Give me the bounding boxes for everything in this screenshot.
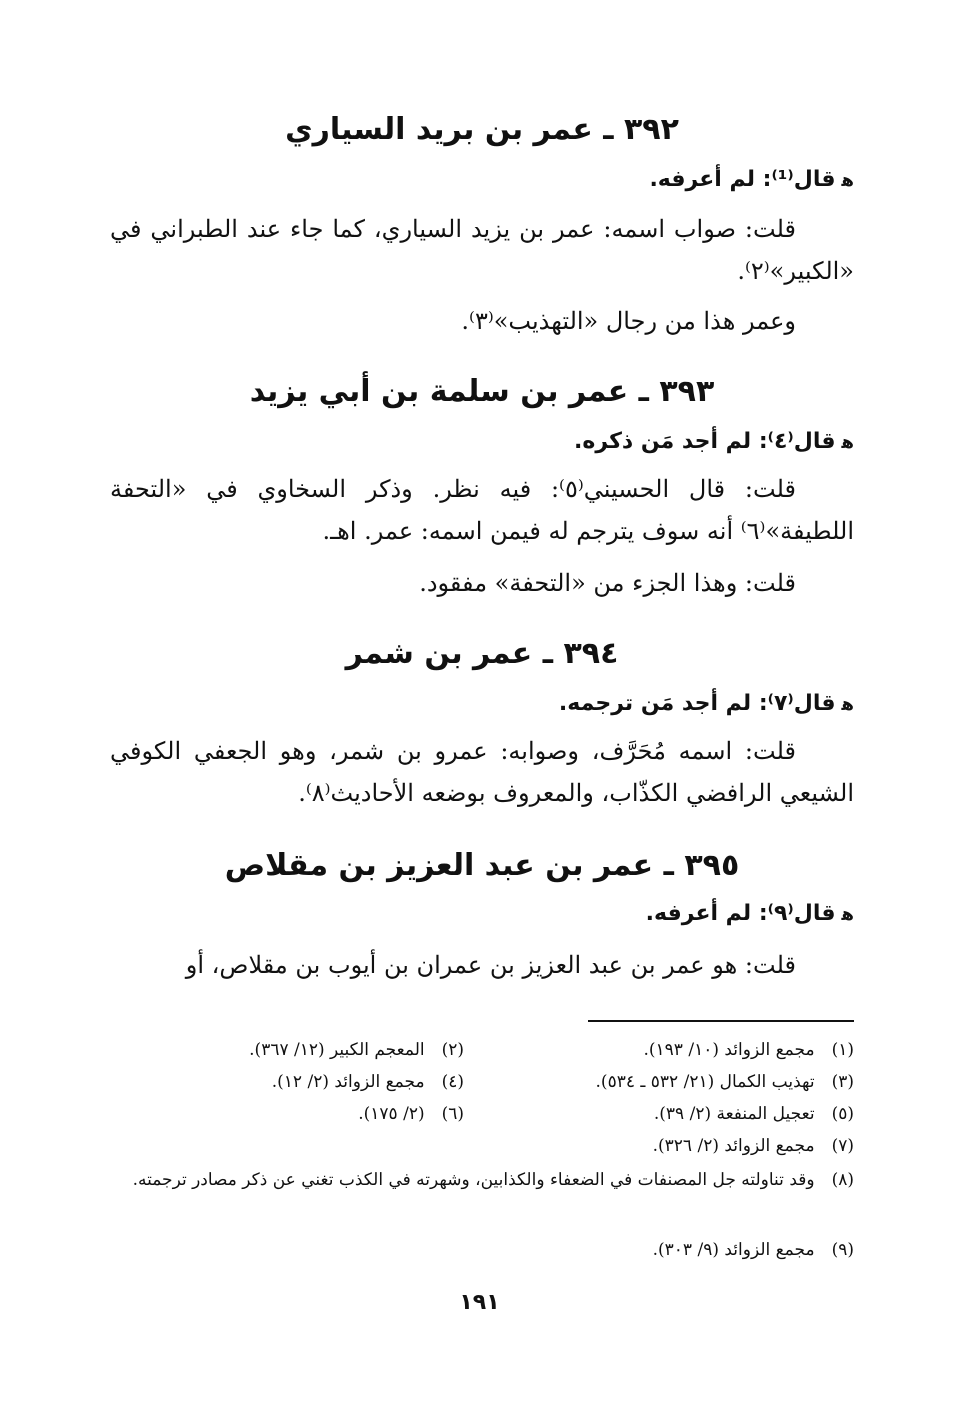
entry-heading: ٣٩٤ ـ عمر بن شمر bbox=[345, 636, 619, 671]
qal-line bbox=[110, 164, 854, 197]
footnote: (٣) تهذيب الكمال (٢١/ ٥٣٢ ـ ٥٣٤). bbox=[595, 1072, 854, 1092]
footnote: (١) مجمع الزوائد (١٠/ ١٩٣). bbox=[643, 1040, 854, 1060]
paragraph: وعمر هذا من رجال «التهذيب»⁽٣⁾. bbox=[461, 307, 796, 335]
entry-heading: ٣٩٢ ـ عمر بن بريد السياري bbox=[285, 112, 679, 147]
qal-mark: ﻫ bbox=[841, 432, 854, 453]
footnote: (٢) المعجم الكبير (١٢/ ٣٦٧). bbox=[249, 1040, 464, 1060]
footnote: (٧) مجمع الزوائد (٢/ ٣٢٦). bbox=[652, 1136, 854, 1156]
footnote: (٤) مجمع الزوائد (٢/ ١٢). bbox=[271, 1072, 464, 1092]
qal-line bbox=[110, 898, 854, 931]
qal-line bbox=[110, 688, 854, 721]
entry-heading: ٣٩٥ ـ عمر بن عبد العزيز بن مقلاص bbox=[224, 848, 740, 883]
qal-text: قال⁽٩⁾: لم أعرفه. bbox=[645, 901, 836, 926]
qal-mark: ﻫ bbox=[841, 170, 854, 191]
footnote: (٨) وقد تناولته جل المصنفات في الضعفاء والكذابين، وشهرته في الكذب تغني عن ذكر مصادر ترجمته. bbox=[132, 1170, 854, 1190]
entry-heading: ٣٩٣ ـ عمر بن سلمة بن أبي يزيد bbox=[249, 374, 715, 409]
qal-mark: ﻫ bbox=[841, 904, 854, 925]
qal-line bbox=[110, 426, 854, 459]
page-number: ١٩١ bbox=[459, 1290, 500, 1315]
paragraph: قلت: قال الحسيني⁽٥⁾: فيه نظر. وذكر السخاوي في «التحفة اللطيفة»⁽٦⁾ أنه سوف يترجم له فيمن اسمه: عمر. اهـ. bbox=[110, 475, 854, 545]
paragraph: قلت: اسمه مُحَرَّف، وصوابه: عمرو بن شمر، وهو الجعفي الكوفي الشيعي الرافضي الكذّاب، والمعروف بوضعه الأحاديث⁽٨⁾. bbox=[110, 737, 854, 807]
footnote: (٥) تعجيل المنفعة (٢/ ٣٩). bbox=[653, 1104, 854, 1124]
qal-text: قال⁽٤⁾: لم أجد مَن ذكره. bbox=[574, 429, 836, 454]
qal-text: قال⁽¹⁾: لم أعرفه. bbox=[649, 167, 836, 192]
footnote: (٦) (٢/ ١٧٥). bbox=[358, 1104, 464, 1124]
paragraph: قلت: وهذا الجزء من «التحفة» مفقود. bbox=[419, 569, 796, 597]
footnote: (٩) مجمع الزوائد (٩/ ٣٠٣). bbox=[652, 1240, 854, 1260]
footnote-separator bbox=[588, 1020, 854, 1022]
qal-mark: ﻫ bbox=[841, 694, 854, 715]
paragraph: قلت: صواب اسمه: عمر بن يزيد السياري، كما جاء عند الطبراني في «الكبير»⁽٢⁾. bbox=[110, 215, 854, 285]
paragraph: قلت: هو عمر بن عبد العزيز بن عمران بن أيوب بن مقلاص، أو bbox=[185, 951, 796, 979]
qal-text: قال⁽٧⁾: لم أجد مَن ترجمه. bbox=[558, 691, 836, 716]
